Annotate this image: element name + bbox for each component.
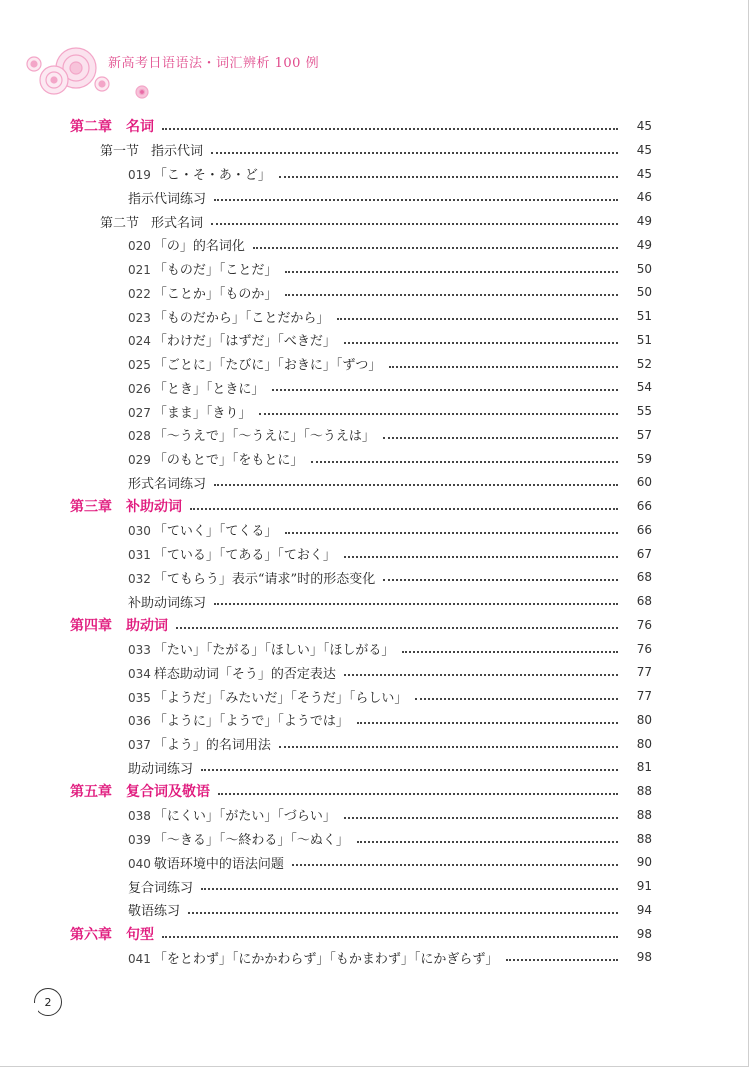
- toc-page-number: 66: [636, 499, 652, 513]
- toc-label: [100, 212, 209, 231]
- toc-item[interactable]: [128, 518, 652, 542]
- toc-label: [70, 496, 188, 516]
- item-title: 「ている」「てある」「ておく」: [153, 548, 336, 563]
- leader-dots: [357, 841, 618, 843]
- item-title: 「こ・そ・あ・ど」: [153, 168, 271, 183]
- leader-dots: [176, 627, 618, 629]
- item-number: 028: [128, 429, 151, 444]
- toc-page-number: 57: [636, 427, 652, 442]
- leader-dots: [311, 461, 618, 463]
- toc-page-number: 80: [636, 736, 652, 751]
- toc-page-number: 51: [636, 309, 652, 323]
- toc-label: [128, 378, 270, 397]
- toc-page-number: 68: [636, 594, 652, 608]
- toc-page-number: 59: [636, 451, 652, 466]
- toc-label: [128, 188, 212, 207]
- toc-label: [128, 402, 257, 421]
- leader-dots: [337, 318, 618, 320]
- leader-dots: [201, 769, 618, 771]
- leader-dots: [285, 532, 618, 534]
- toc-label: [70, 615, 174, 635]
- item-number: 024: [128, 334, 151, 349]
- toc-label: [128, 948, 504, 967]
- item-title: 「～きる」「～終わる」「～ぬく」: [153, 833, 349, 848]
- item-title: 指示代词练习: [128, 191, 207, 207]
- leader-dots: [253, 247, 618, 249]
- toc-page-number: 77: [636, 665, 652, 680]
- chapter-number: 第二章: [70, 119, 112, 135]
- leader-dots: [402, 651, 618, 653]
- chapter-title: 名词: [126, 119, 154, 135]
- toc-item[interactable]: [128, 565, 652, 589]
- toc-label: [128, 164, 277, 183]
- leader-dots: [214, 603, 618, 605]
- toc-label: [128, 853, 290, 872]
- leader-dots: [344, 342, 618, 344]
- toc-page-number: 46: [636, 190, 652, 205]
- toc-item[interactable]: [128, 280, 652, 304]
- leader-dots: [201, 888, 618, 890]
- toc-label: [128, 259, 283, 278]
- toc-label: [70, 116, 160, 136]
- leader-dots: [211, 152, 618, 154]
- toc-page-number: 55: [636, 404, 652, 418]
- toc-item[interactable]: [128, 945, 652, 969]
- leader-dots: [357, 722, 618, 724]
- item-number: 041: [128, 951, 151, 966]
- item-number: 026: [128, 381, 151, 396]
- toc-item[interactable]: [128, 660, 652, 684]
- leader-dots: [259, 413, 618, 415]
- toc-item[interactable]: [128, 185, 652, 209]
- toc-chapter[interactable]: [70, 922, 652, 946]
- leader-dots: [279, 176, 618, 178]
- toc-page-number: 88: [636, 807, 652, 822]
- toc-section[interactable]: [100, 138, 652, 162]
- toc-item[interactable]: [128, 803, 652, 827]
- toc-section[interactable]: [100, 209, 652, 233]
- toc-chapter[interactable]: [70, 779, 652, 803]
- chapter-title: 补助动词: [126, 499, 182, 515]
- item-number: 027: [128, 405, 151, 420]
- item-number: 032: [128, 571, 151, 586]
- toc-item[interactable]: [128, 352, 652, 376]
- item-number: 025: [128, 358, 151, 372]
- section-title: 形式名词: [151, 215, 204, 231]
- item-number: 037: [128, 738, 151, 752]
- item-number: 039: [128, 833, 151, 847]
- toc-label: [128, 592, 212, 611]
- toc-page-number: 67: [636, 546, 652, 561]
- leader-dots: [162, 128, 618, 130]
- leader-dots: [285, 294, 618, 296]
- item-title: 「てもらう」表示“请求”时的形态变化: [153, 571, 376, 587]
- toc-item[interactable]: [128, 233, 652, 257]
- page-number-text: 2: [44, 995, 52, 1009]
- chapter-number: 第三章: [70, 499, 112, 515]
- toc-label: [128, 805, 342, 824]
- item-title: 敬语练习: [128, 904, 181, 920]
- chapter-number: 第四章: [70, 617, 112, 634]
- toc-label: [128, 330, 342, 349]
- toc-label: [100, 140, 209, 159]
- toc-label: [128, 663, 342, 682]
- toc-page-number: 68: [636, 570, 652, 585]
- toc-label: [128, 687, 413, 706]
- leader-dots: [344, 674, 618, 676]
- toc-page-number: 49: [636, 237, 652, 252]
- toc-page-number: 98: [636, 926, 652, 941]
- page-number: [34, 988, 62, 1016]
- toc-page-number: 80: [636, 712, 652, 727]
- toc-page-number: 45: [636, 166, 652, 181]
- toc-page-number: 49: [636, 214, 652, 228]
- toc-item[interactable]: [128, 162, 652, 186]
- item-number: 023: [128, 310, 151, 325]
- item-title: 「にくい」「がたい」「づらい」: [153, 809, 336, 825]
- item-number: 040: [128, 856, 151, 871]
- toc-label: [128, 544, 342, 563]
- toc-page-number: 88: [636, 831, 652, 846]
- item-title: 「ていく」「てくる」: [153, 524, 278, 540]
- item-title: 「ことか」「ものか」: [153, 286, 278, 302]
- toc-label: [128, 710, 355, 729]
- header-decoration: [20, 38, 320, 108]
- toc-page-number: 45: [636, 142, 652, 157]
- toc-page-number: 52: [636, 356, 652, 371]
- item-number: 034: [128, 666, 151, 681]
- section-number: 第二节: [100, 215, 140, 231]
- toc-page-number: 94: [636, 902, 652, 917]
- toc-label: [128, 354, 387, 373]
- toc-item[interactable]: [128, 399, 652, 423]
- toc-item[interactable]: [128, 874, 652, 898]
- toc-page-number: 51: [636, 332, 652, 347]
- toc-item[interactable]: [128, 447, 652, 471]
- toc-page-number: 90: [636, 855, 652, 870]
- item-number: 036: [128, 714, 151, 729]
- toc-page-number: 60: [636, 475, 652, 490]
- leader-dots: [285, 271, 618, 273]
- leader-dots: [214, 199, 618, 201]
- item-number: 038: [128, 809, 151, 824]
- item-number: 031: [128, 548, 151, 562]
- item-title: 「ものだ」「ことだ」: [153, 263, 278, 278]
- toc-label: [128, 449, 309, 468]
- chapter-number: 第六章: [70, 926, 112, 943]
- toc-page-number: 54: [636, 380, 652, 395]
- leader-dots: [211, 223, 618, 225]
- toc-label: [128, 829, 355, 848]
- leader-dots: [292, 864, 618, 866]
- toc-item[interactable]: [128, 732, 652, 756]
- item-title: 「～うえで」「～うえに」「～うえは」: [153, 429, 375, 445]
- chapter-number: 第五章: [70, 784, 112, 800]
- toc-item[interactable]: [128, 850, 652, 874]
- leader-dots: [415, 698, 618, 700]
- toc-item[interactable]: [128, 328, 652, 352]
- item-number: 030: [128, 524, 151, 539]
- leader-dots: [344, 817, 618, 819]
- toc-item[interactable]: [128, 470, 652, 494]
- leader-dots: [218, 793, 618, 795]
- item-title: 「の」的名词化: [153, 239, 245, 255]
- item-title: 「わけだ」「はずだ」「べきだ」: [153, 334, 336, 350]
- toc-page-number: 76: [636, 641, 652, 656]
- item-number: 033: [128, 643, 151, 657]
- item-title: 敬语环境中的语法问题: [153, 856, 284, 872]
- toc-item[interactable]: [128, 898, 652, 922]
- toc-label: [128, 307, 335, 326]
- toc-page-number: 98: [636, 950, 652, 965]
- toc-page-number: 91: [636, 879, 652, 893]
- leader-dots: [389, 366, 618, 368]
- toc-page-number: 81: [636, 760, 652, 775]
- item-number: 029: [128, 453, 151, 467]
- leader-dots: [190, 508, 618, 510]
- toc-label: [128, 283, 283, 302]
- leader-dots: [383, 437, 618, 439]
- toc-item[interactable]: [128, 708, 652, 732]
- leader-dots: [344, 556, 618, 558]
- chapter-title: 助动词: [126, 617, 168, 634]
- item-number: 021: [128, 263, 151, 277]
- toc-item[interactable]: [128, 637, 652, 661]
- toc-item[interactable]: [128, 827, 652, 851]
- item-number: 020: [128, 239, 151, 254]
- leader-dots: [279, 746, 618, 748]
- leader-dots: [383, 579, 618, 581]
- item-title: 「よう」的名词用法: [153, 738, 271, 753]
- toc-page-number: 76: [636, 617, 652, 632]
- flower-cluster-icon: [20, 38, 300, 108]
- chapter-title: 复合词及敬语: [126, 784, 210, 800]
- toc-page-number: 50: [636, 285, 652, 300]
- toc-item[interactable]: [128, 589, 652, 613]
- toc-chapter[interactable]: [70, 613, 652, 637]
- toc-item[interactable]: [128, 304, 652, 328]
- toc-chapter[interactable]: [70, 114, 652, 138]
- leader-dots: [506, 959, 618, 961]
- item-title: 「まま」「きり」: [153, 405, 252, 421]
- item-title: 「ごとに」「たびに」「おきに」「ずつ」: [153, 358, 382, 373]
- item-title: 「ように」「ようで」「ようでは」: [153, 714, 349, 730]
- toc-item[interactable]: [128, 375, 652, 399]
- leader-dots: [214, 484, 618, 486]
- item-number: 022: [128, 286, 151, 301]
- toc-label: [128, 877, 199, 896]
- chapter-title: 句型: [126, 926, 154, 943]
- item-title: 「たい」「たがる」「ほしい」「ほしがる」: [153, 643, 395, 658]
- header-title: 新高考日语语法・词汇辨析 100 例: [108, 56, 320, 71]
- toc-page-number: 88: [636, 784, 652, 798]
- leader-dots: [162, 936, 618, 938]
- item-title: 「ようだ」「みたいだ」「そうだ」「らしい」: [153, 690, 408, 706]
- item-title: 助动词练习: [128, 761, 194, 777]
- item-number: 019: [128, 168, 151, 182]
- toc-chapter[interactable]: [70, 494, 652, 518]
- toc-page-number: 77: [636, 689, 652, 703]
- item-title: 样态助动词「そう」的否定表达: [153, 666, 336, 682]
- toc-label: [70, 781, 216, 801]
- toc-label: [128, 473, 212, 492]
- section-title: 指示代词: [151, 144, 204, 160]
- item-title: 「をとわず」「にかかわらず」「もかまわず」「にかぎらず」: [153, 951, 499, 967]
- leader-dots: [272, 389, 618, 391]
- toc-item[interactable]: [128, 542, 652, 566]
- toc-label: [128, 639, 400, 658]
- item-title: 形式名词练习: [128, 476, 207, 492]
- leader-dots: [188, 912, 618, 914]
- item-title: 「とき」「ときに」: [153, 381, 265, 397]
- item-title: 补助动词练习: [128, 595, 207, 611]
- toc-label: [70, 924, 160, 944]
- toc-label: [128, 235, 251, 254]
- toc-label: [128, 425, 381, 444]
- toc-item[interactable]: [128, 257, 652, 281]
- toc-page-number: 66: [636, 522, 652, 537]
- toc-page-number: 50: [636, 261, 652, 276]
- toc-item[interactable]: [128, 755, 652, 779]
- item-title: 「のもとで」「をもとに」: [153, 453, 304, 468]
- toc-page-number: 45: [636, 119, 652, 133]
- toc-label: [128, 568, 381, 587]
- toc-item[interactable]: [128, 684, 652, 708]
- toc-item[interactable]: [128, 423, 652, 447]
- toc-label: [128, 758, 199, 777]
- item-number: 035: [128, 690, 151, 705]
- toc-label: [128, 734, 277, 753]
- toc-label: [128, 900, 186, 919]
- section-number: 第一节: [100, 144, 140, 160]
- item-title: 复合词练习: [128, 880, 194, 896]
- toc-label: [128, 520, 283, 539]
- item-title: 「ものだから」「ことだから」: [153, 310, 330, 326]
